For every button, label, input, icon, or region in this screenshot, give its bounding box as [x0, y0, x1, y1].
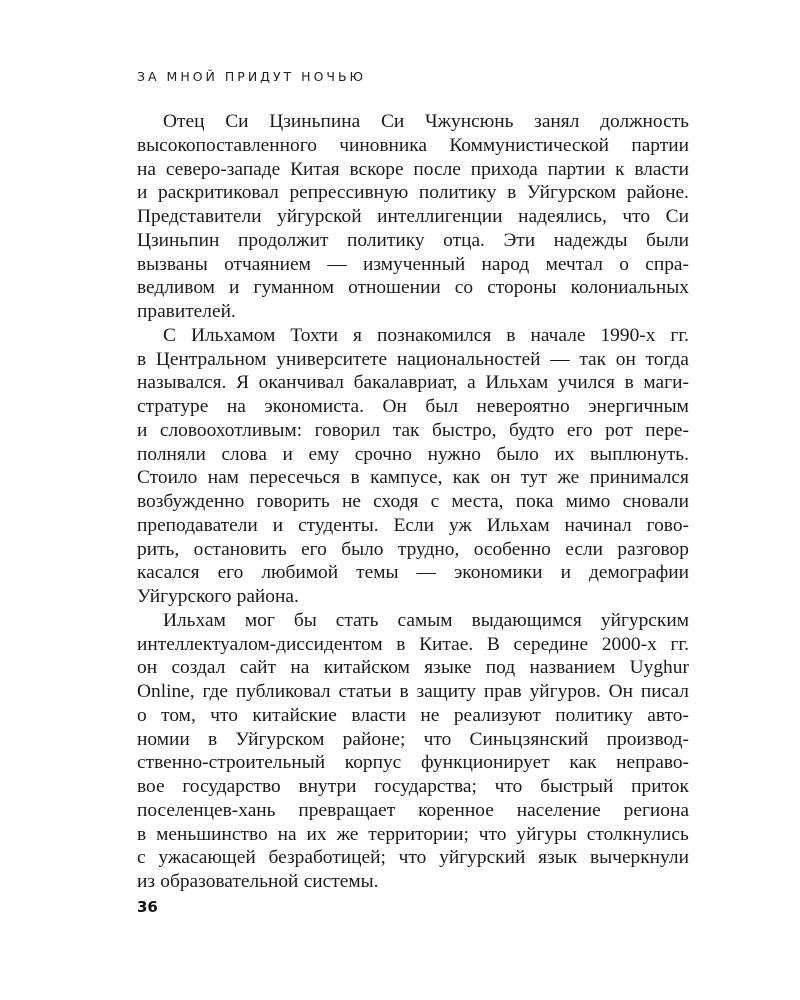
text-line: Ильхам мог бы стать самым выдающимся уйгурским — [163, 609, 689, 631]
text-line: и раскритиковал репрессивную политику в Уйгурском районе. — [137, 182, 689, 204]
text-line: Отец Си Цзиньпина Си Чжунсюнь занял должность — [163, 111, 689, 132]
text-line: полняли слова и ему срочно нужно было их выплюнуть. — [137, 443, 689, 465]
text-line: рить, остановить его было трудно, особенно если разговор — [137, 538, 689, 560]
text-line: возбужденно говорить не сходя с места, пока мимо сновали — [137, 491, 689, 512]
paragraph — [137, 110, 689, 324]
text-line: Стоило нам пересечься в кампусе, как он тут же принимался — [137, 467, 689, 489]
paragraph — [137, 609, 689, 894]
text-line: ведливом и гуманном отношении со стороны колониальных — [137, 277, 689, 299]
text-line: стратуре на экономиста. Он был невероятно энергичным — [137, 396, 689, 417]
paragraph — [137, 324, 689, 609]
text-line: высокопоставленного чиновника Коммунистической партии — [137, 134, 689, 156]
text-line: ственно-строительный корпус функционирует как неправо- — [137, 752, 689, 774]
text-line: вызваны отчаянием — измученный народ мечтал о спра- — [137, 253, 689, 275]
text-line: Цзиньпин продолжит политику отца. Эти надежды были — [137, 229, 689, 251]
text-line: Уйгурского района. — [137, 586, 299, 607]
running-head: ЗА МНОЙ ПРИДУТ НОЧЬЮ — [137, 69, 367, 84]
text-line: касался его любимой темы — экономики и демографии — [137, 562, 689, 584]
text-line: интеллектуалом-диссидентом в Китае. В середине 2000-х гг. — [137, 633, 689, 655]
page-number: 36 — [137, 898, 158, 916]
body-text — [137, 110, 689, 894]
text-line: в меньшинство на их же территории; что уйгуры столкнулись — [137, 823, 689, 845]
text-line: назывался. Я оканчивал бакалавриат, а Ильхам учился в маги- — [137, 372, 689, 394]
text-line: о том, что китайские власти не реализуют политику авто- — [137, 704, 689, 726]
text-line: Online, где публиковал статьи в защиту прав уйгуров. Он писал — [137, 681, 689, 702]
text-line: поселенцев-хань превращает коренное население региона — [137, 799, 689, 821]
text-line: из образовательной системы. — [137, 871, 379, 892]
text-line: он создал сайт на китайском языке под названием Uyghur — [137, 657, 689, 679]
text-line: С Ильхамом Тохти я познакомился в начале 1990-х гг. — [163, 324, 689, 346]
text-line: правителей. — [137, 301, 236, 322]
text-line: с ужасающей безработицей; что уйгурский язык вычеркнули — [137, 847, 689, 869]
text-line: в Центральном университете национальностей — так он тогда — [137, 348, 689, 370]
text-line: преподаватели и студенты. Если уж Ильхам начинал гово- — [137, 514, 689, 536]
text-line: и словоохотливым: говорил так быстро, будто его рот пере- — [137, 419, 689, 441]
text-line: Представители уйгурской интеллигенции надеялись, что Си — [137, 206, 689, 227]
text-line: номии в Уйгурском районе; что Синьцзянский производ- — [137, 728, 689, 750]
text-line: на северо-западе Китая вскоре после прихода партии к власти — [137, 158, 689, 180]
text-line: вое государство внутри государства; что быстрый приток — [137, 776, 689, 797]
